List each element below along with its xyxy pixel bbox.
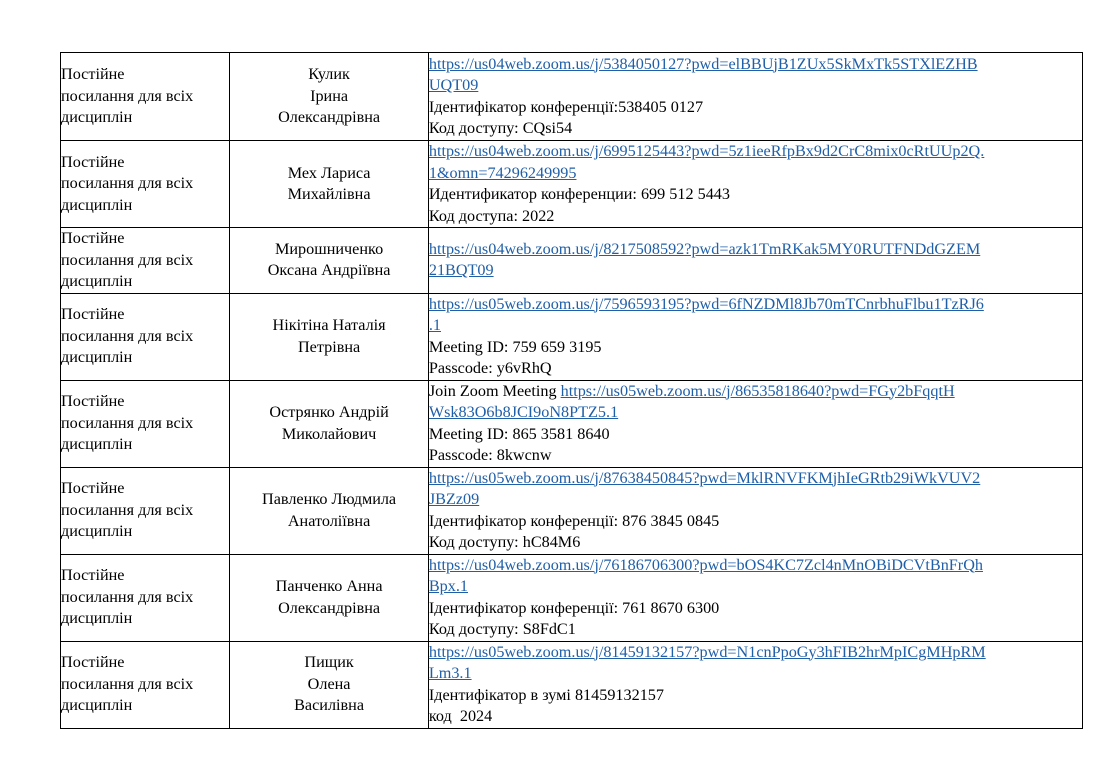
zoom-link[interactable] [429,54,1082,97]
scope-line: посилання для всіх [61,587,194,606]
scope-cell [61,228,230,294]
scope-line: Постійне [61,653,125,672]
scope-cell [61,380,230,467]
zoom-links-table [60,52,1083,729]
scope-line: Постійне [61,65,125,84]
scope-cell [61,293,230,380]
teacher-cell [230,554,429,641]
zoom-link-line[interactable]: https://us04web.zoom.us/j/76186706300?pwd=bOS4KC7Zcl4nMnOBiDCVtBnFrQh [428,555,983,574]
teacher-name-line: Олександрівна [278,598,381,617]
meeting-id: Идентификатор конференции: 699 512 5443 [428,185,730,203]
teacher-name-line: Василівна [294,696,365,715]
teacher-name-line: Острянко Андрій [269,403,389,421]
table-row [61,641,1083,728]
scope-line: дисциплін [61,108,133,127]
teacher-cell [230,141,429,228]
teacher-name-line: Петрівна [297,337,361,356]
scope-line: посилання для всіх [61,413,194,432]
teacher-name-line: Олександрівна [278,108,381,127]
teacher-name-line: Анатоліївна [287,511,371,530]
scope-line: дисциплін [61,696,133,715]
zoom-link-line[interactable]: https://us04web.zoom.us/j/6995125443?pwd=5z1ieeRfpBx9d2CrC8mix0cRtUUp2Q. [428,142,985,160]
scope-line: посилання для всіх [61,326,194,345]
table-row [61,554,1083,641]
table-row [61,141,1083,228]
meeting-passcode: Код доступу: CQsi54 [428,119,573,137]
zoom-link[interactable] [429,468,1082,511]
meeting-id: Ідентифікатор конференції: 761 8670 6300 [428,598,720,617]
scope-line: посилання для всіх [61,250,194,269]
scope-cell [61,554,230,641]
zoom-link-line[interactable]: Lm3.1 [428,664,472,682]
zoom-link[interactable]: https://us05web.zoom.us/j/86535818640?pwd=FGy2bFqqtH [560,381,955,400]
scope-line: Постійне [61,392,125,411]
meeting-cell [428,641,1082,728]
meeting-passcode: Код доступа: 2022 [428,206,555,225]
teacher-name-line: Миколайович [281,424,377,443]
zoom-link-line[interactable]: JBZz09 [428,490,480,508]
teacher-name-line: Ірина [310,86,349,105]
table-row [61,380,1083,467]
teacher-name-line: Пищик [304,653,354,672]
meeting-passcode: Код доступу: S8FdC1 [428,620,576,638]
join-zoom-label: Join Zoom Meeting [428,381,561,400]
zoom-link-continuation[interactable]: Wsk83O6b8JCI9oN8PTZ5.1 [428,403,619,421]
meeting-id: Ідентифікатор в зумі 81459132157 [428,685,664,704]
scope-line: Постійне [61,305,125,324]
scope-line: дисциплін [61,272,133,290]
zoom-link-line[interactable]: UQT09 [428,76,479,94]
table-row [61,293,1083,380]
meeting-cell [428,380,1082,467]
table-row [61,53,1083,141]
zoom-link[interactable] [429,239,1082,282]
scope-cell [61,141,230,228]
scope-cell [61,467,230,554]
scope-line: дисциплін [61,522,133,541]
meeting-id: Meeting ID: 865 3581 8640 [428,424,610,443]
meeting-cell [428,467,1082,554]
scope-line: дисциплін [61,435,133,454]
meeting-passcode: Passcode: y6vRhQ [428,359,552,377]
scope-line: дисциплін [61,348,133,367]
meeting-passcode: код 2024 [428,707,493,725]
teacher-cell [230,467,429,554]
meeting-cell [428,228,1082,294]
teacher-name-line: Павленко Людмила [262,490,397,508]
scope-line: Постійне [61,152,125,171]
scope-cell [61,641,230,728]
teacher-cell [230,228,429,294]
zoom-link[interactable] [429,294,1082,337]
zoom-link-line[interactable]: Bpx.1 [428,577,468,595]
scope-line: дисциплін [61,195,133,214]
scope-line: посилання для всіх [61,500,194,519]
meeting-passcode: Код доступу: hC84M6 [428,533,581,551]
scope-line: посилання для всіх [61,674,194,693]
meeting-cell [428,141,1082,228]
meeting-id: Meeting ID: 759 659 3195 [428,337,602,356]
meeting-id: Ідентифікатор конференції:538405 0127 [428,97,704,116]
zoom-link[interactable] [429,555,1082,598]
meeting-cell [428,293,1082,380]
meeting-id: Ідентифікатор конференції: 876 3845 0845 [428,511,720,530]
scope-line: посилання для всіх [61,86,194,105]
meeting-passcode: Passcode: 8kwcnw [428,446,552,464]
teacher-name-line: Кулик [308,65,350,84]
meeting-cell [428,53,1082,141]
table-row [61,228,1083,294]
teacher-cell [230,293,429,380]
zoom-link-line[interactable]: .1 [428,316,441,334]
zoom-link-line[interactable]: 21BQT09 [428,261,494,280]
teacher-cell [230,380,429,467]
scope-line: Постійне [61,566,125,585]
zoom-link-line[interactable]: 1&omn=74296249995 [428,163,577,182]
teacher-cell [230,641,429,728]
teacher-name-line: Мирошниченко [275,239,384,258]
meeting-cell [428,554,1082,641]
scope-line: Постійне [61,479,125,498]
scope-line: посилання для всіх [61,174,194,193]
teacher-name-line: Олена [307,674,351,693]
table-row [61,467,1083,554]
teacher-name-line: Оксана Андріївна [267,261,391,280]
teacher-name-line: Панченко Анна [275,577,383,595]
zoom-link-line[interactable]: https://us05web.zoom.us/j/7596593195?pwd=6fNZDMl8Jb70mTCnrbhuFlbu1TzRJ6 [428,294,984,313]
scope-cell [61,53,230,141]
teacher-cell [230,53,429,141]
zoom-link-line[interactable]: https://us05web.zoom.us/j/87638450845?pwd=MklRNVFKMjhIeGRtb29iWkVUV2 [428,468,981,487]
zoom-link[interactable] [429,141,1082,184]
teacher-name-line: Нікітіна Наталія [272,316,386,334]
teacher-name-line: Мех Лариса [287,163,371,182]
zoom-link-line[interactable]: https://us04web.zoom.us/j/8217508592?pwd=azk1TmRKak5MY0RUTFNDdGZEM [428,239,981,258]
join-line [429,381,1082,403]
teacher-name-line: Михайлівна [287,185,371,203]
zoom-link[interactable] [429,642,1082,685]
zoom-link-line[interactable]: https://us04web.zoom.us/j/5384050127?pwd=elBBUjB1ZUx5SkMxTk5STXlEZHB [428,54,978,73]
zoom-link-line[interactable]: https://us05web.zoom.us/j/81459132157?pwd=N1cnPpoGy3hFIB2hrMpICgMHpRM [428,642,986,661]
scope-line: дисциплін [61,609,133,628]
scope-line: Постійне [61,229,125,247]
